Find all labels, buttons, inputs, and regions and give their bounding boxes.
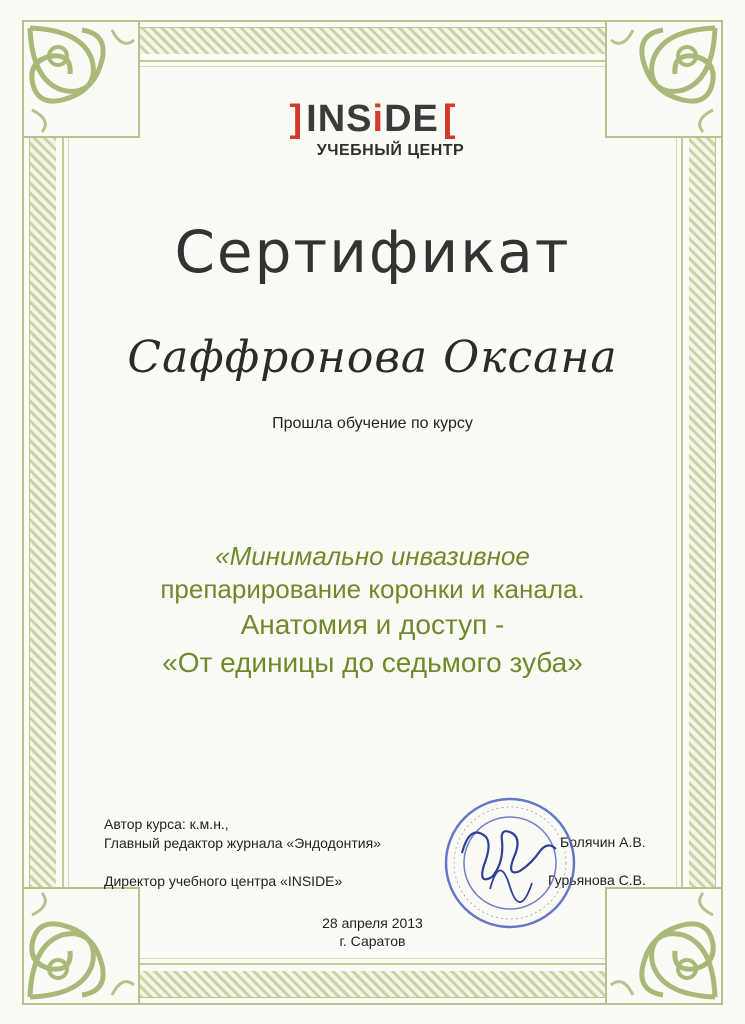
author-title-line1: Автор курса: к.м.н., [104, 816, 229, 832]
director-title: Директор учебного центра «INSIDE» [104, 873, 343, 889]
course-line-3: Анатомия и доступ - [240, 609, 505, 640]
course-line-4: «От единицы до седьмого зуба» [162, 647, 583, 678]
logo-text-pre: INS [306, 98, 373, 140]
author-signature-block [104, 815, 381, 853]
logo-wordmark [306, 100, 439, 138]
issue-date-place [0, 914, 745, 950]
course-line-2: препарирование коронки и канала. [160, 574, 585, 604]
passed-course-text: Прошла обучение по курсу [272, 415, 473, 432]
director-name: Гурьянова С.В. [548, 872, 646, 888]
logo-bracket-left: ] [289, 98, 303, 140]
logo-bracket-right: [ [442, 98, 456, 140]
recipient-name: Саффронова Оксана [127, 332, 618, 383]
logo-subtitle: УЧЕБНЫЙ ЦЕНТР [316, 142, 465, 159]
inside-logo [0, 100, 745, 160]
course-title [0, 540, 745, 682]
logo-text-i: i [372, 98, 385, 140]
author-title-line2: Главный редактор журнала «Эндодонтия» [104, 835, 381, 851]
logo-text-post: DE [384, 98, 439, 140]
course-line-1: «Минимально инвазивное [215, 541, 530, 571]
official-stamp-icon [440, 793, 580, 933]
issue-city: г. Саратов [339, 933, 406, 949]
certificate-title: Сертификат [174, 218, 571, 286]
issue-date: 28 апреля 2013 [322, 915, 423, 931]
author-name: Болячин А.В. [560, 834, 646, 850]
